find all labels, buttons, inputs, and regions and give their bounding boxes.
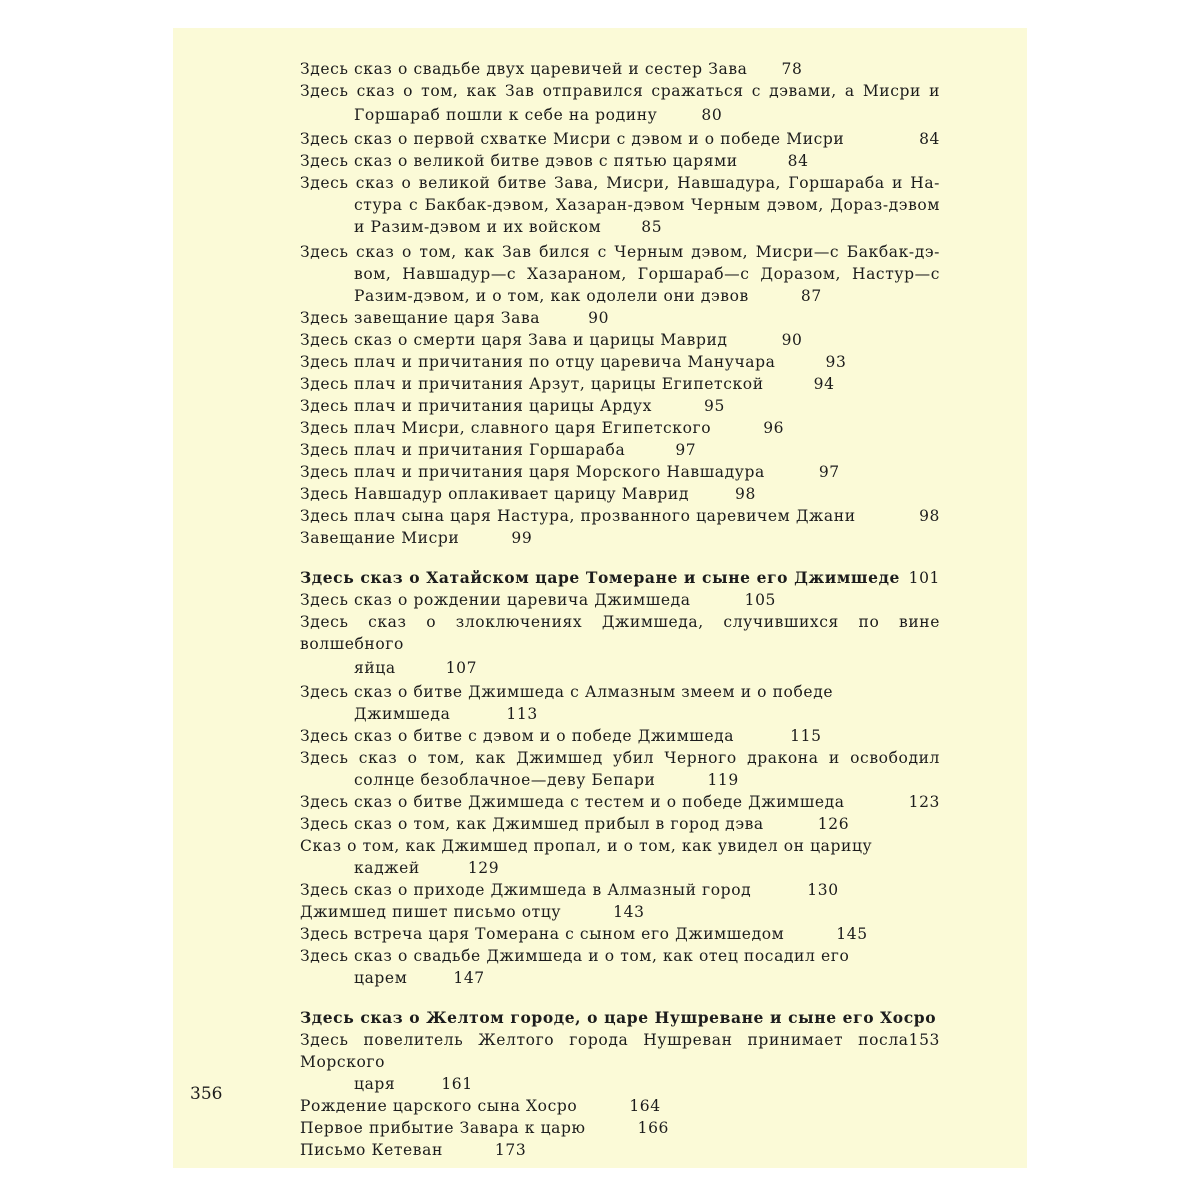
entry-page: 85 <box>641 218 663 236</box>
entry-title-cont: яйца <box>354 659 396 677</box>
toc-entry <box>300 1117 940 1139</box>
entry-page: 99 <box>511 529 533 547</box>
entry-title: Рождение царского сына Хосро <box>300 1097 578 1115</box>
entry-title: Здесь встреча царя Томерана с сыном его Джимшедом <box>300 925 785 943</box>
entry-page: 97 <box>818 463 840 481</box>
entry-page: 95 <box>703 397 725 415</box>
entry-page: 161 <box>441 1075 473 1093</box>
entry-title: Здесь сказ о битве Джимшеда с Алмазным змеем и о победе <box>300 683 834 701</box>
entry-title: Сказ о том, как Джимшед пропал, и о том, как увидел он царицу <box>300 837 873 855</box>
entry-title-cont: и Разим-дэвом и их войском <box>354 218 602 236</box>
toc-entry <box>300 329 940 351</box>
toc-entry <box>300 791 940 813</box>
entry-title-cont: каджей <box>354 859 420 877</box>
toc-section-heading <box>300 1007 940 1049</box>
toc-entry <box>300 505 940 527</box>
entry-page: 90 <box>588 309 610 327</box>
entry-title-cont: стура с Бакбак-дэвом, Хазаран-дэвом Черным дэвом, Дораз-дэвом <box>354 196 940 214</box>
entry-page: 90 <box>781 331 803 349</box>
entry-title: Письмо Кетеван <box>300 1141 443 1159</box>
toc-entry <box>300 80 940 128</box>
toc-entry <box>300 241 940 307</box>
toc-entry <box>300 589 940 611</box>
entry-title: Здесь сказ о великой битве Зава, Мисри, Навшадура, Горшараба и На- <box>300 174 940 192</box>
entry-title: Здесь сказ о свадьбе двух царевичей и сестер Зава <box>300 60 748 78</box>
entry-page: 166 <box>637 1119 670 1137</box>
entry-page: 87 <box>800 287 822 305</box>
toc-entry <box>300 901 940 923</box>
entry-title-cont: вом, Навшадур—с Хазараном, Горшараб—с Доразом, Настур—с <box>354 265 940 283</box>
entry-page: 130 <box>807 881 839 899</box>
table-of-contents <box>300 58 940 1161</box>
entry-title: Здесь сказ о свадьбе Джимшеда и о том, как отец посадил его <box>300 947 850 965</box>
toc-section-heading <box>300 567 940 589</box>
toc-entry <box>300 835 940 879</box>
entry-title: Здесь сказ о рождении царевича Джимшеда <box>300 591 691 609</box>
entry-title: Здесь сказ о великой битве дэвов с пятью царями <box>300 152 738 170</box>
entry-page: 84 <box>787 152 809 170</box>
entry-page: 123 <box>908 793 940 811</box>
entry-title: Здесь сказ о первой схватке Мисри с дэвом и о победе Мисри <box>300 130 845 148</box>
entry-title: Здесь сказ о том, как Джимшед прибыл в город дэва <box>300 815 764 833</box>
entry-page: 126 <box>817 815 850 833</box>
toc-entry <box>300 945 940 989</box>
entry-page: 119 <box>707 771 739 789</box>
entry-page: 115 <box>790 727 822 745</box>
entry-title: Здесь Навшадур оплакивает царицу Маврид <box>300 485 689 503</box>
toc-entry <box>300 1139 940 1161</box>
entry-title: Здесь плач и причитания Арзут, царицы Египетской <box>300 375 764 393</box>
toc-entry <box>300 307 940 329</box>
toc-entry <box>300 923 940 945</box>
entry-title: Здесь плач и причитания царицы Ардух <box>300 397 652 415</box>
toc-entry <box>300 128 940 150</box>
entry-title-cont: солнце безоблачное—деву Бепари <box>354 771 656 789</box>
toc-entry <box>300 150 940 172</box>
entry-title-cont: Джимшеда <box>354 705 451 723</box>
toc-entry <box>300 461 940 483</box>
toc-entry <box>300 172 940 238</box>
entry-page: 84 <box>919 130 940 148</box>
toc-entry <box>300 395 940 417</box>
toc-entry <box>300 483 940 505</box>
toc-entry <box>300 611 940 681</box>
toc-entry <box>300 527 940 549</box>
entry-page: 96 <box>763 419 785 437</box>
toc-entry <box>300 417 940 439</box>
entry-title-cont: Разим-дэвом, и о том, как одолели они дэвов <box>354 287 749 305</box>
entry-title: Здесь плач сына царя Настура, прозванного царевичем Джани <box>300 507 856 525</box>
entry-title: Здесь плач и причитания Горшараба <box>300 441 626 459</box>
entry-page: 80 <box>701 106 723 124</box>
entry-page: 164 <box>629 1097 661 1115</box>
entry-title: Здесь сказ о приходе Джимшеда в Алмазный город <box>300 881 752 899</box>
entry-title: Здесь сказ о злоключениях Джимшеда, случившихся по вине волшебного <box>300 613 940 653</box>
entry-title-cont: царем <box>354 969 408 987</box>
toc-entry <box>300 1029 940 1095</box>
toc-entry <box>300 373 940 395</box>
entry-page: 78 <box>781 60 803 78</box>
toc-entry <box>300 747 940 791</box>
toc-entry <box>300 1095 940 1117</box>
page-number: 356 <box>190 1084 223 1104</box>
entry-title: Здесь плач Мисри, славного царя Египетского <box>300 419 712 437</box>
entry-page: 145 <box>836 925 868 943</box>
entry-page: 113 <box>506 705 538 723</box>
toc-entry <box>300 439 940 461</box>
entry-page: 173 <box>494 1141 527 1159</box>
entry-title: Здесь сказ о смерти царя Зава и царицы Маврид <box>300 331 728 349</box>
entry-title: Здесь сказ о Хатайском царе Томеране и сыне его Джимшеде <box>300 568 901 587</box>
entry-page: 93 <box>825 353 847 371</box>
entry-title: Здесь сказ о Желтом городе, о царе Нушреване и сыне его Хосро <box>300 1008 937 1027</box>
entry-title: Здесь сказ о том, как Зав отправился сражаться с дэвами, а Мисри и <box>300 82 940 100</box>
entry-page: 107 <box>445 659 478 677</box>
entry-page: 97 <box>675 441 697 459</box>
entry-page: 98 <box>919 507 940 525</box>
entry-page: 143 <box>613 903 645 921</box>
entry-title: Здесь сказ о битве Джимшеда с тестем и о победе Джимшеда <box>300 793 845 811</box>
toc-entry <box>300 351 940 373</box>
entry-page: 105 <box>744 591 776 609</box>
entry-page: 129 <box>467 859 500 877</box>
entry-title: Здесь завещание царя Зава <box>300 309 541 327</box>
entry-title: Завещание Мисри <box>300 529 460 547</box>
entry-title: Здесь плач и причитания по отцу царевича Манучара <box>300 353 776 371</box>
toc-entry <box>300 879 940 901</box>
entry-page: 94 <box>813 375 835 393</box>
entry-page: 101 <box>908 569 940 587</box>
toc-entry <box>300 725 940 747</box>
entry-title: Здесь сказ о том, как Зав бился с Черным дэвом, Мисри—с Бакбак-дэ- <box>300 243 940 261</box>
entry-title: Здесь повелитель Желтого города Нушреван принимает посла Морского <box>300 1031 909 1071</box>
toc-entry <box>300 813 940 835</box>
entry-page: 98 <box>735 485 756 503</box>
entry-title: Здесь плач и причитания царя Морского Навшадура <box>300 463 765 481</box>
entry-title: Джимшед пишет письмо отцу <box>300 903 562 921</box>
entry-title-cont: царя <box>354 1075 396 1093</box>
entry-title: Здесь сказ о битве с дэвом и о победе Джимшеда <box>300 727 735 745</box>
toc-entry <box>300 681 940 725</box>
entry-title: Здесь сказ о том, как Джимшед убил Черного дракона и освободил <box>300 749 940 767</box>
entry-title: Первое прибытие Завара к царю <box>300 1119 586 1137</box>
entry-page: 147 <box>453 969 485 987</box>
entry-title-cont: Горшараб пошли к себе на родину <box>354 106 658 124</box>
entry-page: 153 <box>908 1031 940 1049</box>
toc-entry <box>300 58 940 80</box>
